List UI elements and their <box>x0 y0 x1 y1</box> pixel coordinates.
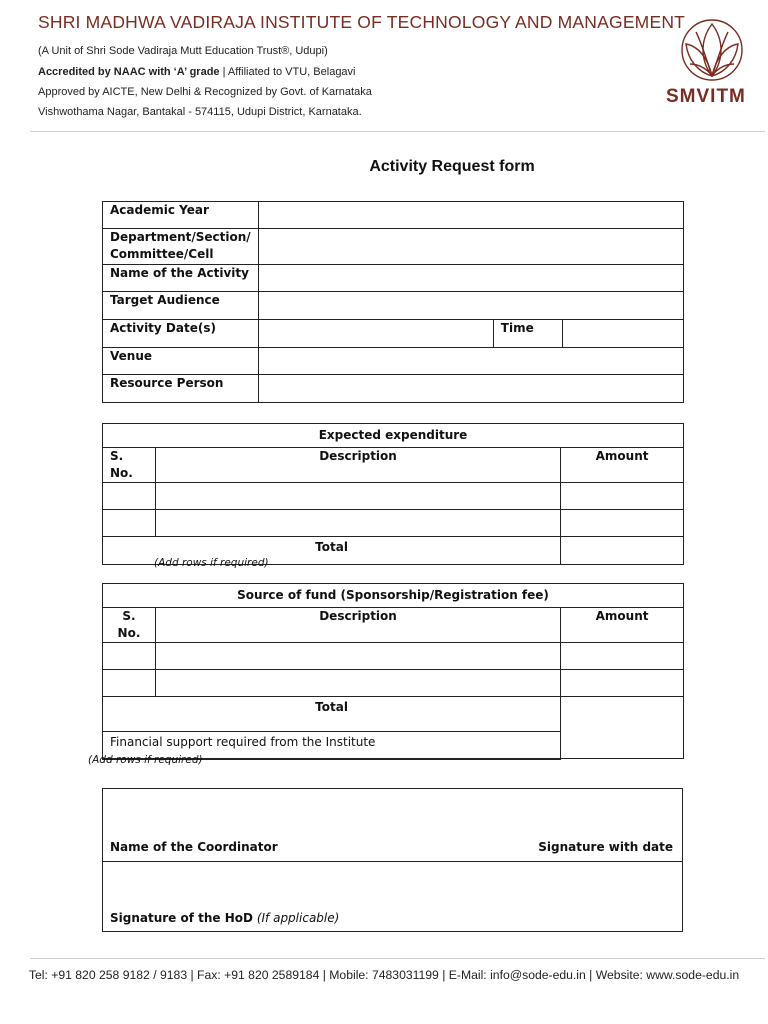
time-field[interactable] <box>563 320 684 348</box>
expenditure-description-cell[interactable] <box>155 510 560 537</box>
expenditure-description-header: Description <box>155 448 560 483</box>
activity-dates-field[interactable] <box>258 320 493 348</box>
table-row <box>103 483 684 510</box>
footer-contact: Tel: +91 820 258 9182 / 9183 | Fax: +91 820 2589184 | Mobile: 7483031199 | E-Mail: info@sode-edu.in | Website: www.sode-edu.in <box>28 968 740 982</box>
table-row <box>103 643 684 670</box>
hod-label: Signature of the HoD <box>110 911 253 925</box>
funding-sno-cell[interactable] <box>103 643 156 670</box>
form-title-text: Activity Request form <box>369 158 535 175</box>
funding-description-cell[interactable] <box>155 670 560 697</box>
funding-table <box>102 583 684 760</box>
logo-text: SMVITM <box>666 86 746 107</box>
funding-note: (Add rows if required) <box>88 754 203 766</box>
venue-label: Venue <box>103 348 259 375</box>
hod-note: (If applicable) <box>256 911 340 925</box>
expenditure-heading: Expected expenditure <box>103 424 684 448</box>
funding-total-label: Total <box>103 697 561 732</box>
footer-divider <box>30 958 765 959</box>
resource-person-label: Resource Person <box>103 375 259 403</box>
table-row <box>103 320 684 348</box>
department-label-1: Department/Section/ <box>110 230 251 244</box>
time-label: Time <box>493 320 563 348</box>
expenditure-note: (Add rows if required) <box>154 557 269 569</box>
form-title <box>0 158 768 176</box>
target-audience-field[interactable] <box>258 292 683 320</box>
expenditure-amount-cell[interactable] <box>561 510 684 537</box>
table-row <box>103 584 684 608</box>
table-row <box>103 292 684 320</box>
funding-sno-cell[interactable] <box>103 670 156 697</box>
activity-name-field[interactable] <box>258 265 683 292</box>
expenditure-total-field[interactable] <box>561 537 684 565</box>
accreditation-bold: Accredited by NAAC with ‘A’ grade <box>38 66 220 78</box>
department-label <box>103 229 259 265</box>
table-row <box>103 424 684 448</box>
funding-amount-cell[interactable] <box>561 670 684 697</box>
affiliation-text: | Affiliated to VTU, Belagavi <box>219 66 356 78</box>
activity-name-label: Name of the Activity <box>103 265 259 292</box>
expenditure-amount-cell[interactable] <box>561 483 684 510</box>
table-row <box>103 697 684 732</box>
table-row <box>103 510 684 537</box>
activity-details-table <box>102 201 684 403</box>
funding-amount-cell[interactable] <box>561 643 684 670</box>
signature-divider <box>103 861 682 862</box>
signature-box <box>102 788 683 932</box>
funding-amount-header: Amount <box>561 608 684 643</box>
funding-description-header: Description <box>155 608 560 643</box>
expenditure-sno-cell[interactable] <box>103 483 156 510</box>
target-audience-label: Target Audience <box>103 292 259 320</box>
expenditure-description-cell[interactable] <box>155 483 560 510</box>
hod-signature-label <box>110 911 339 925</box>
funding-heading: Source of fund (Sponsorship/Registration fee) <box>103 584 684 608</box>
table-row <box>103 448 684 483</box>
signature-date-label: Signature with date <box>538 840 673 854</box>
funding-sno-header: S. No. <box>103 608 156 643</box>
trust-line: (A Unit of Shri Sode Vadiraja Mutt Education Trust®, Udupi) <box>38 45 328 57</box>
table-row <box>103 265 684 292</box>
table-row <box>103 375 684 403</box>
approval-line: Approved by AICTE, New Delhi & Recognized by Govt. of Karnataka <box>38 86 372 98</box>
academic-year-field[interactable] <box>258 202 683 229</box>
expenditure-table <box>102 423 684 565</box>
address-line: Vishwothama Nagar, Bantakal - 574115, Udupi District, Karnataka. <box>38 106 362 118</box>
funding-total-field[interactable] <box>561 697 684 759</box>
expenditure-sno-header: S. No. <box>103 448 156 483</box>
department-label-2: Committee/Cell <box>110 247 214 261</box>
institute-name: SHRI MADHWA VADIRAJA INSTITUTE OF TECHNOLOGY AND MANAGEMENT <box>38 12 686 32</box>
accreditation-line <box>38 66 356 78</box>
expenditure-amount-header: Amount <box>561 448 684 483</box>
department-field[interactable] <box>258 229 683 265</box>
academic-year-label: Academic Year <box>103 202 259 229</box>
coordinator-label: Name of the Coordinator <box>110 840 278 854</box>
table-row <box>103 202 684 229</box>
header-divider <box>30 131 765 132</box>
table-row <box>103 348 684 375</box>
expenditure-total-label: Total <box>103 537 561 565</box>
activity-dates-label: Activity Date(s) <box>103 320 259 348</box>
table-row <box>103 670 684 697</box>
table-row <box>103 608 684 643</box>
table-row <box>103 229 684 265</box>
expenditure-sno-cell[interactable] <box>103 510 156 537</box>
resource-person-field[interactable] <box>258 375 683 403</box>
venue-field[interactable] <box>258 348 683 375</box>
financial-support-label: Financial support required from the Institute <box>103 732 561 759</box>
funding-description-cell[interactable] <box>155 643 560 670</box>
